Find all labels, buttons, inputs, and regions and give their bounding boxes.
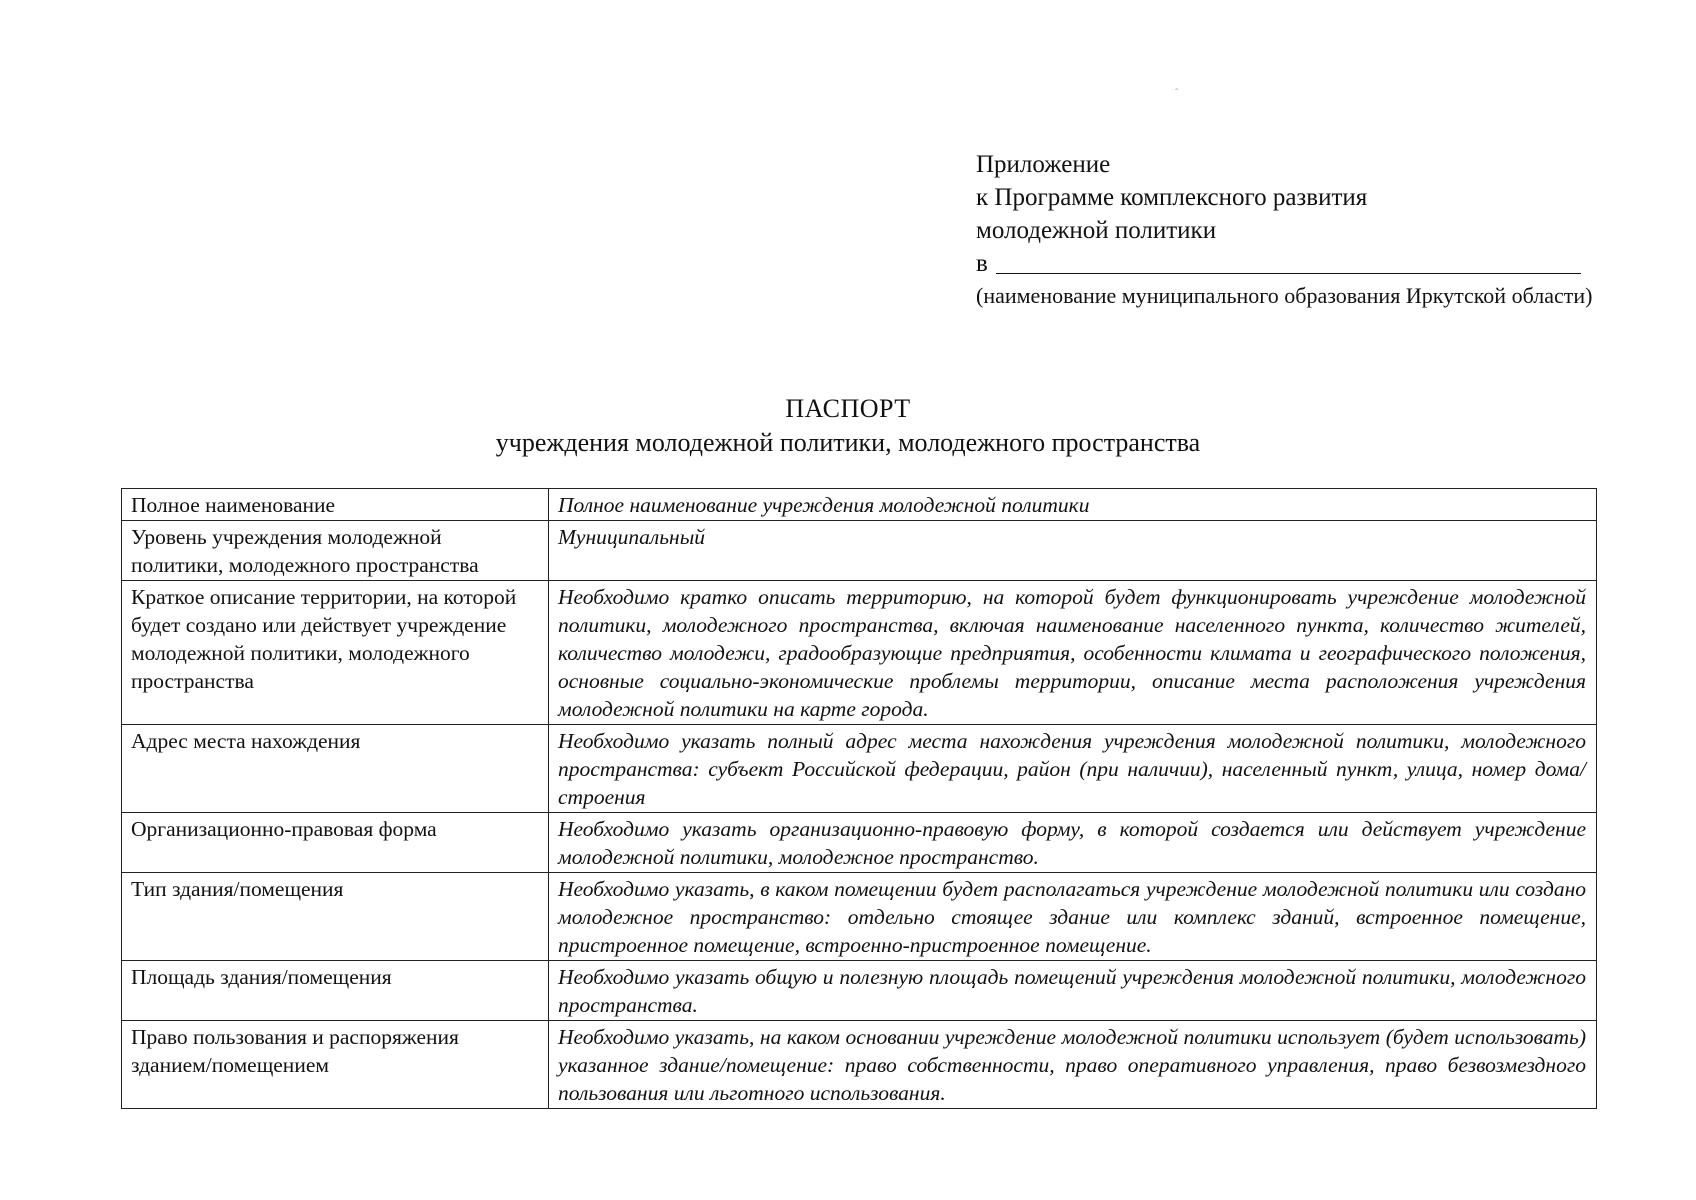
annex-policy-line: молодежной политики bbox=[976, 217, 1217, 244]
annex-title: Приложение bbox=[976, 151, 1111, 178]
page-title: ПАСПОРТ bbox=[785, 394, 911, 423]
row-value: Полное наименование учреждения молодежной политики bbox=[549, 489, 1597, 521]
row-value: Необходимо кратко описать территорию, на которой будет функционировать учреждение молодежной политики, молодежного пространства, включая наименование населенного пункта, количество жителей, количество молодежи, градообразующие предприятия, особенности климата и географического положения, основные социально-экономические проблемы территории, описание места расположения учреждения молодежной политики на карте города. bbox=[549, 581, 1597, 725]
row-label: Организационно-правовая форма bbox=[122, 813, 549, 873]
row-value: Необходимо указать, на каком основании учреждение молодежной политики использует (будет использовать) указанное здание/помещение: право собственности, право оперативного управления, право безвозмездного пользования или льготного использования. bbox=[549, 1021, 1597, 1109]
annex-block bbox=[976, 148, 1596, 310]
table-row bbox=[122, 1021, 1597, 1109]
annex-program-line: к Программе комплексного развития bbox=[976, 184, 1368, 211]
row-value: Необходимо указать общую и полезную площадь помещений учреждения молодежной политики, молодежного пространства. bbox=[549, 961, 1597, 1021]
annex-municipality-blank bbox=[976, 247, 1596, 280]
row-value: Необходимо указать полный адрес места нахождения учреждения молодежной политики, молодежного пространства: субъект Российской федерации, район (при наличии), населенный пункт, улица, номер дома/строения bbox=[549, 725, 1597, 813]
row-value: Необходимо указать, в каком помещении будет располагаться учреждение молодежной политики или создано молодежное пространство: отдельно стоящее здание или комплекс зданий, встроенное помещение, пристроенное помещение, встроенно-пристроенное помещение. bbox=[549, 873, 1597, 961]
table-row bbox=[122, 521, 1597, 581]
table-row bbox=[122, 873, 1597, 961]
row-label: Краткое описание территории, на которой будет создано или действует учреждение молодежной политики, молодежного пространства bbox=[122, 581, 549, 725]
row-label: Адрес места нахождения bbox=[122, 725, 549, 813]
scan-speck: ˆ bbox=[1175, 88, 1179, 99]
table-row bbox=[122, 489, 1597, 521]
row-label: Полное наименование bbox=[122, 489, 549, 521]
row-label: Тип здания/помещения bbox=[122, 873, 549, 961]
table-row bbox=[122, 813, 1597, 873]
row-value: Муниципальный bbox=[549, 521, 1597, 581]
row-label: Уровень учреждения молодежной политики, молодежного пространства bbox=[122, 521, 549, 581]
row-label: Право пользования и распоряжения зданием/помещением bbox=[122, 1021, 549, 1109]
table-row bbox=[122, 961, 1597, 1021]
row-value: Необходимо указать организационно-правовую форму, в которой создается или действует учреждение молодежной политики, молодежное пространство. bbox=[549, 813, 1597, 873]
annex-prefix: в bbox=[976, 250, 988, 277]
annex-note: (наименование муниципального образования Иркутской области) bbox=[976, 283, 1593, 308]
table-row bbox=[122, 581, 1597, 725]
passport-table bbox=[121, 488, 1597, 1109]
page-subtitle: учреждения молодежной политики, молодежного пространства bbox=[495, 428, 1201, 457]
table-row bbox=[122, 725, 1597, 813]
row-label: Площадь здания/помещения bbox=[122, 961, 549, 1021]
fill-in-line bbox=[996, 273, 1581, 274]
